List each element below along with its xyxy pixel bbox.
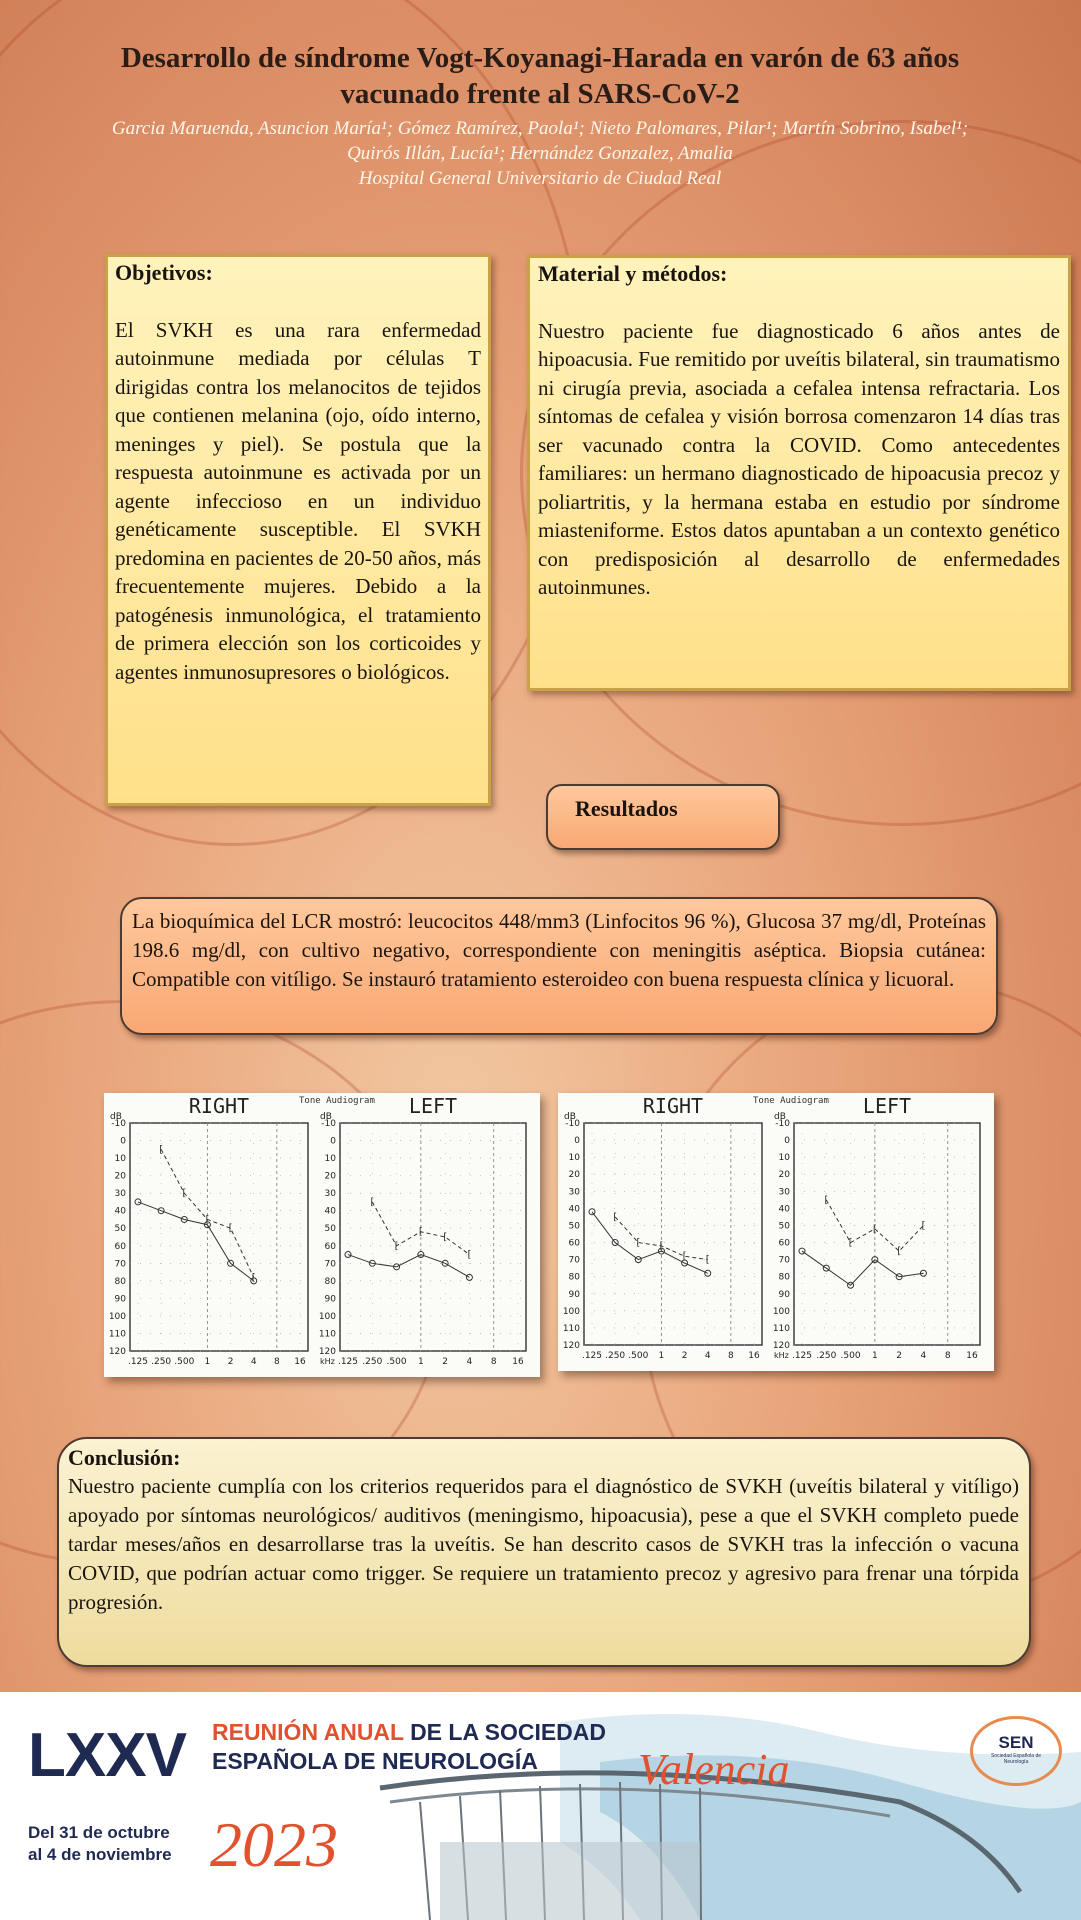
audiogram-freq-tick: .500 [840,1351,861,1361]
objetivos-body: El SVKH es una rara enfermedad autoinmune mediada por células T dirigidas contra los melanocitos de tejidos que contienen melanina (ojo, oído interno, meninges y piel). Se postula que la respuesta autoinmune es activada por un agente infeccioso en un individuo genéticamente susceptible. El SVKH predomina en pacientes de 20-50 años, más frecuentemente mujeres. Debido a la patogénesis inmunológica, el tratamiento de primera elección son los corticoides y agentes inmunosupresores o biológicos. [115,317,481,684]
audiogram-db-tick: 10 [114,1154,126,1165]
audiogram-point-bone: [ [467,1249,472,1261]
audiogram-freq-tick: .500 [628,1351,649,1361]
audiogram-db-tick: 90 [778,1289,790,1300]
audiogram-db-tick: -10 [321,1119,336,1129]
audiogram-1-svg [104,1093,540,1377]
audiogram-db-tick: 80 [324,1276,336,1287]
audiogram-db-tick: 20 [324,1171,336,1182]
audiogram-freq-tick: 2 [442,1357,449,1367]
audiogram-series-line-air [138,1202,256,1284]
congress-name [212,1718,606,1776]
audiogram-db-label: dB [320,1112,332,1122]
audiogram-frame [130,1123,308,1351]
conclusion-box [57,1437,1031,1667]
audiogram-point-air [466,1274,472,1280]
audiogram-db-tick: 90 [324,1294,336,1305]
audiogram-db-tick: 20 [114,1171,126,1182]
audiogram-db-tick: 120 [108,1347,126,1357]
audiogram-freq-tick: .250 [605,1351,626,1361]
congress-city: Valencia [638,1745,790,1794]
audiogram-db-tick: 70 [114,1259,126,1270]
audiogram-point-bone: [ [824,1194,829,1206]
audiogram-freq-tick: 1 [417,1357,424,1367]
audiogram-point-bone: [ [443,1232,448,1243]
audiogram-khz-label: kHz [320,1357,335,1366]
sen-logo [970,1716,1062,1786]
audiogram-db-tick: 0 [574,1136,580,1147]
audiogram-2-svg [558,1093,994,1371]
audiogram-db-tick: 100 [318,1311,336,1322]
congress-number: LXXV [28,1721,186,1790]
audiogram-point-bone: [ [636,1237,641,1249]
audiogram-point-bone: [ [159,1144,164,1156]
audiogram-freq-tick: 2 [896,1351,903,1361]
audiogram-db-tick: 0 [784,1136,790,1147]
dates-line1: Del 31 de octubre [28,1823,170,1842]
conclusion-heading: Conclusión: [68,1445,181,1470]
audiogram-db-tick: 60 [114,1241,126,1252]
audiogram-db-tick: 110 [562,1323,580,1334]
audiogram-side-label: RIGHT [642,1094,704,1118]
audiogram-frame [584,1123,762,1345]
audiogram-freq-tick: 16 [294,1357,306,1367]
resultados-label [546,784,780,850]
audiogram-freq-tick: 1 [871,1351,878,1361]
resultados-box [120,897,998,1035]
audiogram-db-tick: 90 [114,1294,126,1305]
audiogram-db-tick: -10 [111,1119,126,1129]
audiogram-point-bone: [ [613,1211,618,1223]
audiogram-point-bone: [ [872,1223,877,1235]
audiogram-freq-tick: 1 [204,1357,211,1367]
audiogram-point-bone: [ [659,1240,664,1252]
audiogram-db-tick: 40 [324,1206,336,1217]
audiogram-db-tick: 30 [568,1187,580,1198]
audiogram-db-tick: 30 [324,1189,336,1200]
objetivos-box [105,254,491,806]
audiogram-db-tick: 90 [568,1289,580,1300]
material-body: Nuestro paciente fue diagnosticado 6 años antes de hipoacusia. Fue remitido por uveítis bilateral, sin traumatismo ni cirugía previa, asociada a cefalea intensa refractaria. Los síntomas de cefalea y visión borrosa comenzaron 14 días tras ser vacunado contra la COVID. Como antecedentes familiares: un hermano diagnosticado de hipoacusia precoz y poliartritis, y la hermana estaba en estudio por síndrome miasteniforme. Estos datos apuntaban a un contexto genético con predisposición al desarrollo de enfermedades autoinmunes. [538,318,1060,599]
audiogram-freq-tick: 1 [658,1351,665,1361]
audiogram-freq-tick: .125 [581,1351,603,1361]
audiogram-freq-tick: 2 [227,1357,234,1367]
material-box [527,255,1071,691]
audiogram-db-tick: 0 [120,1136,126,1147]
audiogram-freq-tick: 4 [466,1357,473,1367]
audiogram-db-tick: 10 [778,1153,790,1164]
audiogram-series-line-air [802,1251,923,1285]
audiogram-tone-label: Tone Audiogram [299,1096,375,1106]
audiogram-db-tick: 40 [114,1206,126,1217]
audiogram-point-air [345,1252,351,1258]
audiogram-point-bone: [ [682,1251,687,1263]
audiogram-db-tick: 50 [568,1221,580,1232]
audiogram-db-tick: 50 [324,1224,336,1235]
audiogram-db-tick: 60 [778,1238,790,1249]
audiogram-freq-tick: 8 [727,1351,734,1361]
audiogram-db-tick: 80 [568,1272,580,1283]
audiogram-tone-label: Tone Audiogram [753,1096,829,1106]
audiogram-freq-tick: .125 [791,1351,813,1361]
audiogram-db-tick: 120 [562,1341,580,1351]
audiogram-db-tick: 100 [772,1306,790,1317]
audiogram-point-bone: [ [705,1254,710,1266]
audiogram-db-label: dB [774,1112,786,1122]
audiogram-db-label: dB [110,1112,122,1122]
resultados-heading: Resultados [575,796,678,821]
audiogram-point-bone: [ [848,1237,853,1249]
audiogram-db-tick: 120 [772,1341,790,1351]
audiogram-freq-tick: 4 [704,1351,711,1361]
audiogram-db-tick: 110 [108,1329,126,1340]
objetivos-heading: Objetivos: [115,260,213,285]
audiogram-db-tick: 0 [330,1136,336,1147]
congress-name-highlight: REUNIÓN ANUAL [212,1719,404,1745]
audiogram-db-tick: -10 [775,1119,790,1129]
resultados-body: La bioquímica del LCR mostró: leucocitos 448/mm3 (Linfocitos 96 %), Glucosa 37 mg/dl, Proteínas 198.6 mg/dl, con cultivo negativo, correspondiente con meningitis aséptica. Biopsia cutánea: Compatible con vitíligo. Se instauró tratamiento esteroideo con buena respuesta clínica y licuoral. [132,909,986,991]
audiogram-freq-tick: .125 [337,1357,359,1367]
sen-logo-subtitle: Sociedad Española de Neurología [990,1753,1042,1765]
audiogram-point-bone: [ [418,1226,423,1238]
audiogram-series-line-air [348,1255,469,1278]
audiogram-freq-tick: 16 [748,1351,760,1361]
audiogram-side-label: LEFT [862,1094,912,1118]
audiogram-db-tick: 100 [562,1306,580,1317]
audiogram-db-tick: -10 [565,1119,580,1129]
congress-banner [0,1692,1081,1920]
audiogram-db-tick: 40 [778,1204,790,1215]
audiogram-db-tick: 100 [108,1311,126,1322]
audiogram-db-tick: 50 [114,1224,126,1235]
audiogram-db-tick: 40 [568,1204,580,1215]
audiogram-point-bone: [ [921,1220,926,1232]
audiogram-freq-tick: 8 [944,1351,951,1361]
audiogram-db-tick: 110 [318,1329,336,1340]
audiogram-db-tick: 10 [568,1153,580,1164]
audiogram-freq-tick: 4 [250,1357,257,1367]
poster-title: Desarrollo de síndrome Vogt-Koyanagi-Harada en varón de 63 años vacunado frente al SARS-CoV-2 [120,42,960,110]
audiogram-db-tick: 80 [114,1276,126,1287]
congress-name-part: DE LA SOCIEDAD [410,1719,607,1745]
audiogram-freq-tick: 4 [920,1351,927,1361]
audiogram-db-tick: 120 [318,1347,336,1357]
audiogram-image-1 [104,1093,540,1377]
audiogram-khz-label: kHz [774,1351,789,1360]
audiogram-freq-tick: .500 [386,1357,407,1367]
audiogram-side-label: RIGHT [188,1094,250,1118]
audiogram-point-bone: [ [394,1240,399,1252]
audiogram-freq-tick: .500 [174,1357,195,1367]
audiogram-freq-tick: 8 [273,1357,280,1367]
audiogram-frame [340,1123,526,1351]
audiogram-db-tick: 110 [772,1323,790,1334]
audiogram-side-label: LEFT [408,1094,458,1118]
audiogram-db-tick: 70 [568,1255,580,1266]
audiogram-freq-tick: 8 [490,1357,497,1367]
audiogram-freq-tick: .250 [151,1357,172,1367]
congress-name-line2: ESPAÑOLA DE NEUROLOGÍA [212,1748,538,1774]
audiogram-series-line-air [592,1212,708,1273]
audiogram-db-tick: 60 [568,1238,580,1249]
audiogram-db-tick: 20 [568,1170,580,1181]
congress-dates [28,1822,172,1866]
poster-authors [90,116,990,191]
audiogram-db-tick: 30 [778,1187,790,1198]
audiogram-point-bone: [ [182,1188,187,1200]
audiogram-db-tick: 80 [778,1272,790,1283]
audiogram-db-label: dB [564,1112,576,1122]
audiogram-freq-tick: 16 [966,1351,978,1361]
audiogram-point-bone: [ [205,1214,210,1226]
audiogram-point-bone: [ [370,1196,375,1208]
audiogram-db-tick: 10 [324,1154,336,1165]
sen-logo-text: SEN [998,1733,1034,1752]
audiogram-freq-tick: 2 [681,1351,688,1361]
material-heading: Material y métodos: [538,261,728,286]
audiogram-image-2 [558,1093,994,1371]
conclusion-body: Nuestro paciente cumplía con los criterios requeridos para el diagnóstico de SVKH (uveítis bilateral y vitíligo) apoyado por síntomas neurológicos/ auditivos (meningismo, hipoacusia), pese a que el SVKH completo puede tardar meses/años en desarrollarse tras la uveítis. Se han descrito casos de SVKH tras la infección o vacuna COVID, que podrían actuar como trigger. Se requiere un tratamiento precoz y agresivo para frenar una tórpida progresión. [68,1474,1019,1614]
audiogram-freq-tick: .250 [816,1351,837,1361]
author-list: Garcia Maruenda, Asuncion María¹; Gómez Ramírez, Paola¹; Nieto Palomares, Pilar¹; Martín Sobrino, Isabel¹; Quirós Illán, Lucía¹; Hernández Gonzalez, Amalia [111,118,969,164]
audiogram-point-bone: [ [228,1223,233,1235]
audiogram-db-tick: 60 [324,1241,336,1252]
audiogram-freq-tick: .125 [127,1357,149,1367]
dates-line2: al 4 de noviembre [28,1845,172,1864]
audiogram-db-tick: 70 [778,1255,790,1266]
audiogram-db-tick: 30 [114,1189,126,1200]
audiogram-db-tick: 50 [778,1221,790,1232]
audiogram-db-tick: 70 [324,1259,336,1270]
congress-year: 2023 [210,1809,338,1880]
audiogram-db-tick: 20 [778,1170,790,1181]
audiogram-frame [794,1123,980,1345]
institution: Hospital General Universitario de Ciudad Real [358,168,722,189]
audiogram-point-bone: [ [251,1272,256,1284]
audiogram-freq-tick: .250 [362,1357,383,1367]
audiogram-freq-tick: 16 [512,1357,524,1367]
audiogram-point-bone: [ [897,1246,902,1258]
